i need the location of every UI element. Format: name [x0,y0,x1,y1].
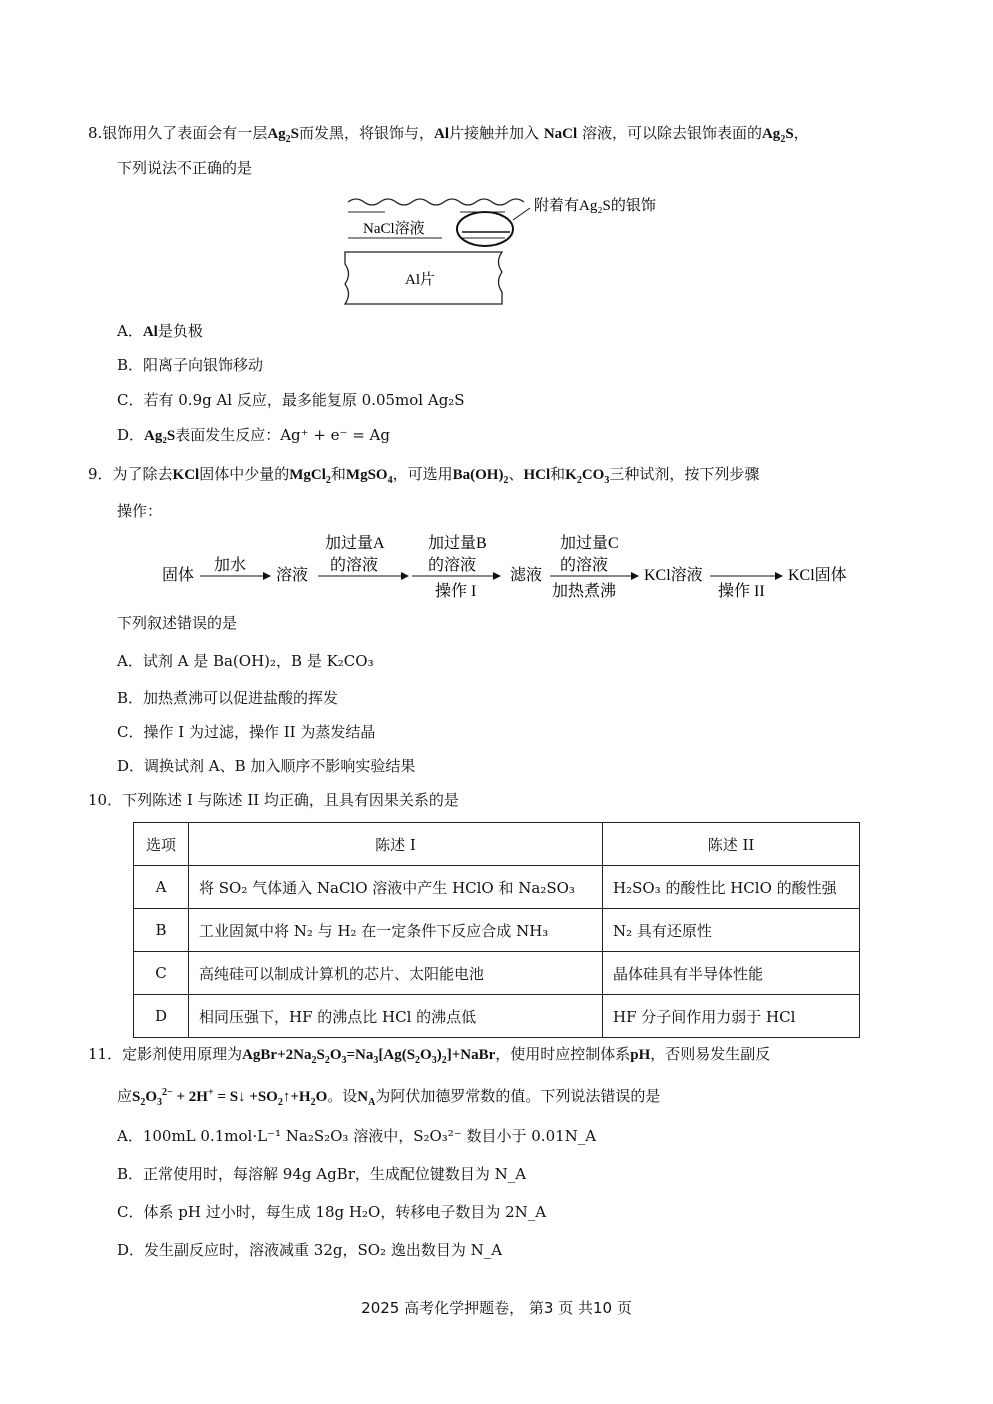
q8-option-d: D．Ag₂S表面发生反应：Ag⁺ + e⁻ = Ag [117,426,390,444]
q11-option-b: B．正常使用时，每溶解 94g AgBr，生成配位键数目为 N_A [117,1165,527,1183]
svg-text:操作 I: 操作 I [435,583,477,600]
q8-stem-line2: 下列说法不正确的是 [117,159,253,177]
page-footer: 2025 高考化学押题卷， 第3 页 共10 页 [361,1299,632,1317]
q11-stem-line1: 11．定影剂使用原理为$AgBr+2Na_2S_2O_3=Na_3[Ag(S_2O_3)_2]+NaBr$，使用时应控制体系pH，否则易发生副反 [88,1045,771,1066]
silver-label: 附着有Ag₂S的银饰 [534,198,656,214]
q11-stem-line2: 应$S_2O_3^{2-} + 2H^+$ = S↓ $+SO_2↑+H_2O$。设$N_A$为阿伏加德罗常数的值。下列说法错误的是 [117,1087,661,1108]
q11-option-c: C．体系 pH 过小时，每生成 18g H₂O，转移电子数目为 2N_A [117,1203,547,1221]
flow-kcl-solid: KCl固体 [788,567,847,584]
q9-stem-line3: 下列叙述错误的是 [117,614,238,632]
svg-text:加热煮沸: 加热煮沸 [552,583,617,600]
q9-option-d: D．调换试剂 A、B 加入顺序不影响实验结果 [117,757,416,775]
flow-kcl-solution: KCl溶液 [644,567,703,584]
svg-text:加过量B: 加过量B [428,535,487,552]
svg-text:的溶液: 的溶液 [560,557,609,574]
table-row: D 相同压强下，HF 的沸点比 HCl 的沸点低 HF 分子间作用力弱于 HCl [134,995,860,1038]
svg-text:加过量A: 加过量A [325,535,385,552]
flow-add-water: 加水 [214,557,247,574]
table-row: B 工业固氮中将 N₂ 与 H₂ 在一定条件下反应合成 NH₃ N₂ 具有还原性 [134,909,860,952]
solution-label: NaCl溶液 [363,221,425,237]
svg-text:的溶液: 的溶液 [428,557,477,574]
q9-option-b: B．加热煮沸可以促进盐酸的挥发 [117,689,339,707]
flow-solution: 溶液 [276,567,309,584]
flow-filtrate: 滤液 [510,567,543,584]
q8-option-b: B．阳离子向银饰移动 [117,356,264,374]
q11-option-d: D．发生副反应时，溶液减重 32g，SO₂ 逸出数目为 N_A [117,1241,503,1259]
svg-text:的溶液: 的溶液 [330,557,379,574]
q8-option-a: A．Al是负极 [117,322,203,340]
svg-text:操作 II: 操作 II [718,583,765,600]
q9-flow-diagram [150,528,870,608]
q10-stem: 10．下列陈述 I 与陈述 II 均正确，且具有因果关系的是 [88,791,459,809]
q9-option-c: C．操作 I 为过滤，操作 II 为蒸发结晶 [117,723,376,741]
q10-table [133,822,860,1038]
q8-stem-line1: 8.银饰用久了表面会有一层$Ag_2S$而发黑，将银饰与，Al片接触并加入 NaCl 溶液，可以除去银饰表面的$Ag_2S$， [88,124,809,145]
q9-stem-line1: 9．为了除去KCl固体中少量的MgCl$_2$和MgSO$_4$，可选用$Ba(OH)_2$、HCl和$K_2CO_3$三种试剂，按下列步骤 [88,465,760,486]
plate-label: Al片 [405,272,436,288]
q8-option-c: C．若有 0.9g Al 反应，最多能复原 0.05mol Ag₂S [117,391,465,409]
flow-solid: 固体 [162,567,195,584]
q11-option-a: A．100mL 0.1mol·L⁻¹ Na₂S₂O₃ 溶液中，S₂O₃²⁻ 数目小于 0.01N_A [117,1127,597,1145]
q9-stem-line2: 操作： [117,502,163,520]
q8-figure [330,190,720,310]
table-row: C 高纯硅可以制成计算机的芯片、太阳能电池 晶体硅具有半导体性能 [134,952,860,995]
table-header-row: 选项 陈述 I 陈述 II [134,823,860,866]
table-row: A 将 SO₂ 气体通入 NaClO 溶液中产生 HClO 和 Na₂SO₃ H₂SO₃ 的酸性比 HClO 的酸性强 [134,866,860,909]
svg-text:加过量C: 加过量C [560,535,619,552]
q9-option-a: A．试剂 A 是 Ba(OH)₂，B 是 K₂CO₃ [117,652,374,670]
